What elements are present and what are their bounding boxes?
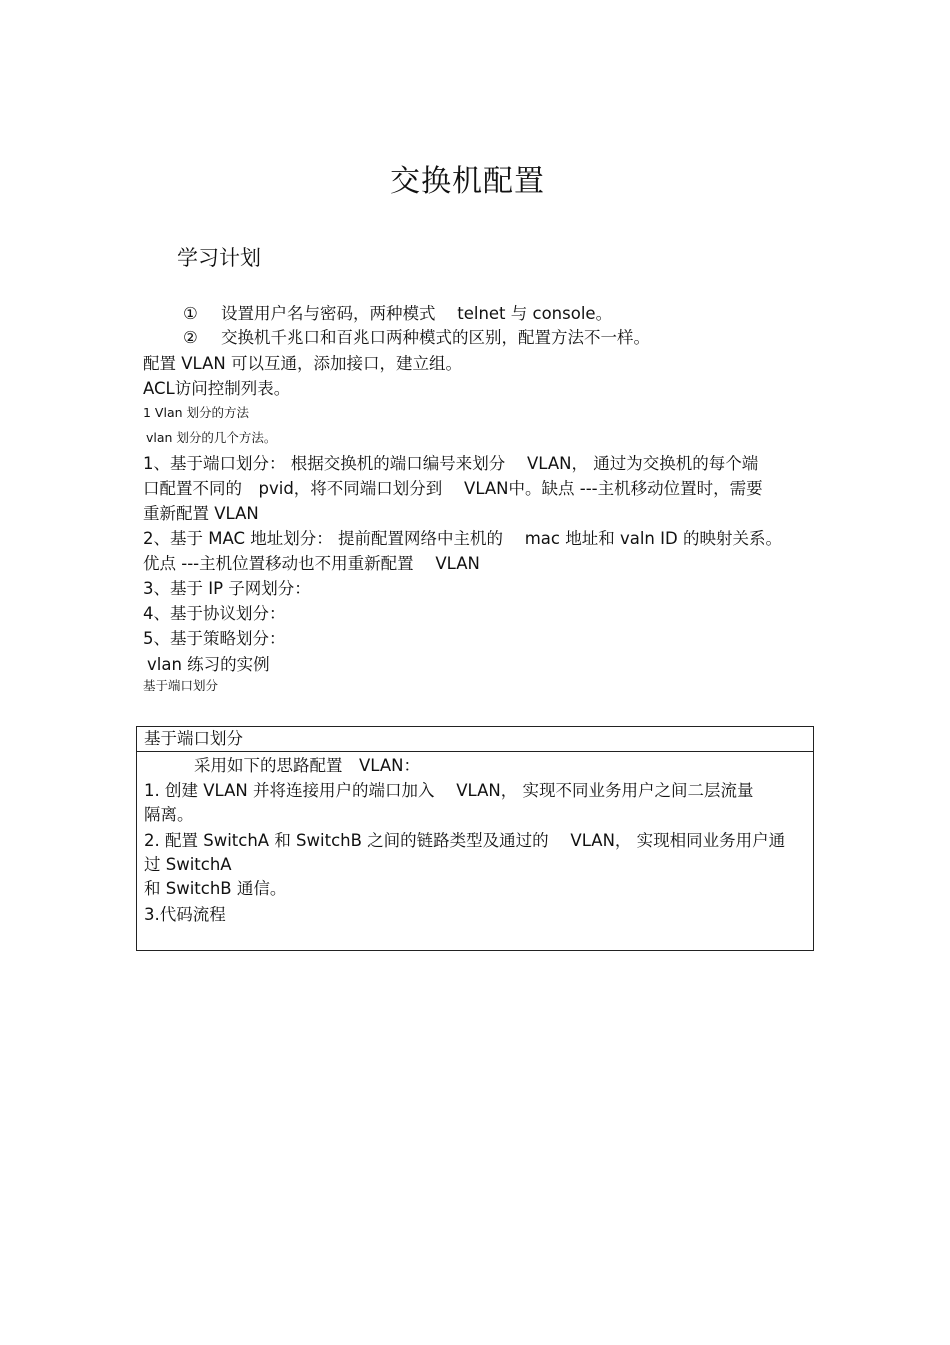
body-line: 5、基于策略划分： (143, 629, 286, 648)
body-line-small: 基于端口划分 (143, 678, 219, 693)
body-line: 优点 ---主机位置移动也不用重新配置 VLAN (143, 554, 480, 573)
example-box-header (137, 727, 813, 752)
box-line: 2. 配置 SwitchA 和 SwitchB 之间的链路类型及通过的 VLAN， 实现相同业务用户通 (144, 831, 786, 850)
box-line: 1. 创建 VLAN 并将连接用户的端口加入 VLAN， 实现不同业务用户之间二层流量 (144, 781, 754, 800)
body-line: 2、基于 MAC 地址划分： 提前配置网络中主机的 mac 地址和 valn ID 的映射关系。 (143, 529, 782, 548)
body-line: 4、基于协议划分： (143, 604, 286, 623)
example-box (136, 726, 814, 951)
box-line: 过 SwitchA (144, 855, 232, 874)
example-box-header-text: 基于端口划分 (144, 729, 243, 748)
plan-marker-2: ② (183, 328, 198, 347)
body-line: 重新配置 VLAN (143, 504, 259, 523)
box-line: 和 SwitchB 通信。 (144, 879, 287, 898)
body-line: 配置 VLAN 可以互通，添加接口，建立组。 (143, 354, 462, 373)
plan-marker-1: ① (183, 304, 198, 323)
body-line: 口配置不同的 pvid，将不同端口划分到 VLAN中。缺点 ---主机移动位置时，需要 (143, 479, 763, 498)
body-line-small: 1 Vlan 划分的方法 (143, 405, 250, 420)
box-line: 采用如下的思路配置 VLAN： (194, 756, 420, 775)
plan-item-2: 交换机千兆口和百兆口两种模式的区别，配置方法不一样。 (221, 328, 650, 347)
body-line-small: vlan 划分的几个方法。 (146, 430, 277, 445)
body-line: 1、基于端口划分： 根据交换机的端口编号来划分 VLAN， 通过为交换机的每个端 (143, 454, 759, 473)
body-line: 3、基于 IP 子网划分： (143, 579, 311, 598)
box-line: 隔离。 (144, 805, 194, 824)
body-line: ACL访问控制列表。 (143, 379, 291, 398)
section-heading: 学习计划 (177, 246, 261, 270)
body-line: vlan 练习的实例 (147, 655, 270, 674)
document-title: 交换机配置 (390, 164, 545, 199)
box-line: 3.代码流程 (144, 905, 226, 924)
plan-item-1: 设置用户名与密码，两种模式 telnet 与 console。 (221, 304, 613, 323)
